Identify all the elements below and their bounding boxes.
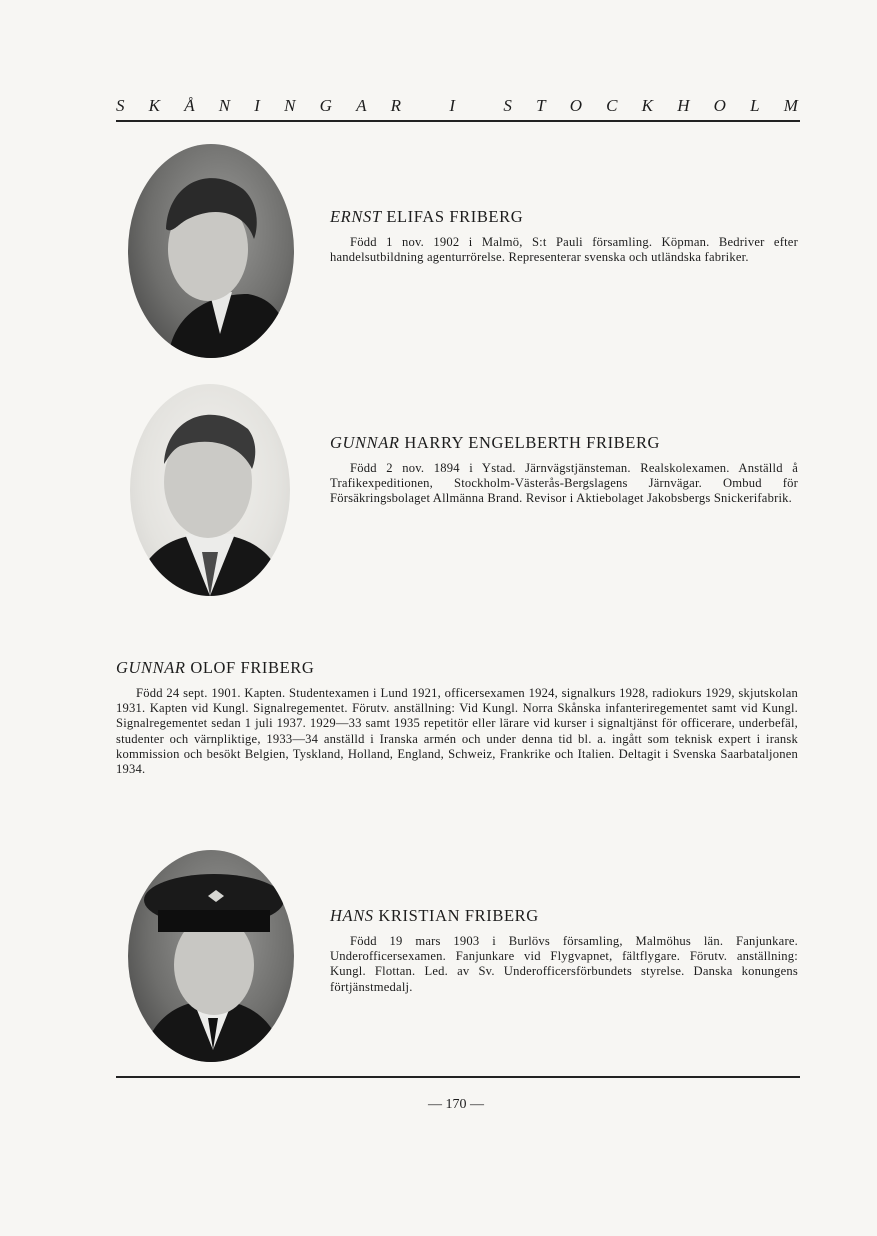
biography-text: Född 19 mars 1903 i Burlövs församling, Malmöhus län. Fanjunkare. Underofficersexamen. Fanjunkare vid Flygvapnet, fältflygare. Förutv. anställning: Kungl. Flottan. Led. av Sv. Underofficersförbundets styrelse. Danska konungens förtjänstmedalj. <box>330 934 798 994</box>
family-name: ELIFAS FRIBERG <box>381 207 524 226</box>
footer-rule <box>116 1076 800 1078</box>
running-head-letter: I <box>449 96 456 115</box>
running-head-letter: H <box>677 96 690 115</box>
running-head-letter: S <box>503 96 512 115</box>
running-head-letter: T <box>536 96 546 115</box>
biography-entry <box>330 906 798 995</box>
person-name <box>116 658 798 678</box>
running-head <box>116 96 798 116</box>
portrait-photo <box>128 144 294 358</box>
person-name <box>330 433 798 453</box>
given-name: GUNNAR <box>116 658 186 677</box>
family-name: HARRY ENGELBERTH FRIBERG <box>399 433 661 452</box>
biography-entry <box>116 658 798 777</box>
biography-entry <box>330 433 798 507</box>
running-head-letter: N <box>284 96 296 115</box>
running-head-letter: Å <box>184 96 195 115</box>
portrait-figure <box>130 384 290 596</box>
given-name: ERNST <box>330 207 382 226</box>
person-name <box>330 906 798 926</box>
person-name <box>330 207 798 227</box>
portrait-photo <box>130 384 290 596</box>
biography-entry <box>330 207 798 265</box>
page-number: — 170 — <box>428 1097 484 1112</box>
running-head-letter: O <box>569 96 582 115</box>
portrait-photo <box>128 850 294 1062</box>
portrait-figure <box>128 850 294 1062</box>
biography-text: Född 1 nov. 1902 i Malmö, S:t Pauli församling. Köpman. Bedriver efter handelsutbildning agenturrörelse. Representerar svenska och utländska fabriker. <box>330 235 798 265</box>
given-name: HANS <box>330 906 374 925</box>
running-head-letter: K <box>641 96 654 115</box>
running-head-letter: O <box>713 96 726 115</box>
running-head-letter: S <box>116 96 125 115</box>
running-head-letter: K <box>148 96 161 115</box>
header-rule <box>116 120 800 122</box>
running-head-letter: N <box>218 96 231 115</box>
biography-text: Född 2 nov. 1894 i Ystad. Järnvägstjänsteman. Realskolexamen. Anställd å Trafikexpeditionen, Stockholm-Västerås-Bergslagens Järnvägar. Ombud för Försäkringsbolaget Allmänna Brand. Revisor i Aktiebolaget Jakobsbergs Snickerifabrik. <box>330 461 798 506</box>
family-name: OLOF FRIBERG <box>185 658 315 677</box>
running-head-letter: R <box>390 96 402 115</box>
running-head-letter: I <box>254 96 260 115</box>
running-head-letter: M <box>783 96 798 115</box>
running-head-letter: A <box>356 96 367 115</box>
running-head-letter: C <box>606 96 618 115</box>
biography-text: Född 24 sept. 1901. Kapten. Studentexamen i Lund 1921, officersexamen 1924, signalkurs 1928, radiokurs 1929, skjutskolan 1931. Kapten vid Kungl. Signalregementet. Förutv. anställning: Vid Kungl. Norra Skånska infanteriregementet samt vid Kungl. Signalregementet sedan 1 juli 1937. 1929—33 samt 1935 repetitör eller lärare vid kurser i signaltjänst för officerare, underbefäl, studenter och värnpliktige, 1933—34 anställd i Iranska armén och under denna tid bl. a. ingått som teknisk expert i iransk kommission och besökt Belgien, Tyskland, Holland, England, Schweiz, Frankrike och Italien. Deltagit i Svenska Saarbataljonen 1934. <box>116 686 798 777</box>
running-head-letter: G <box>319 96 332 115</box>
running-head-letter: L <box>750 96 760 115</box>
family-name: KRISTIAN FRIBERG <box>373 906 539 925</box>
given-name: GUNNAR <box>330 433 400 452</box>
portrait-figure <box>128 144 294 358</box>
